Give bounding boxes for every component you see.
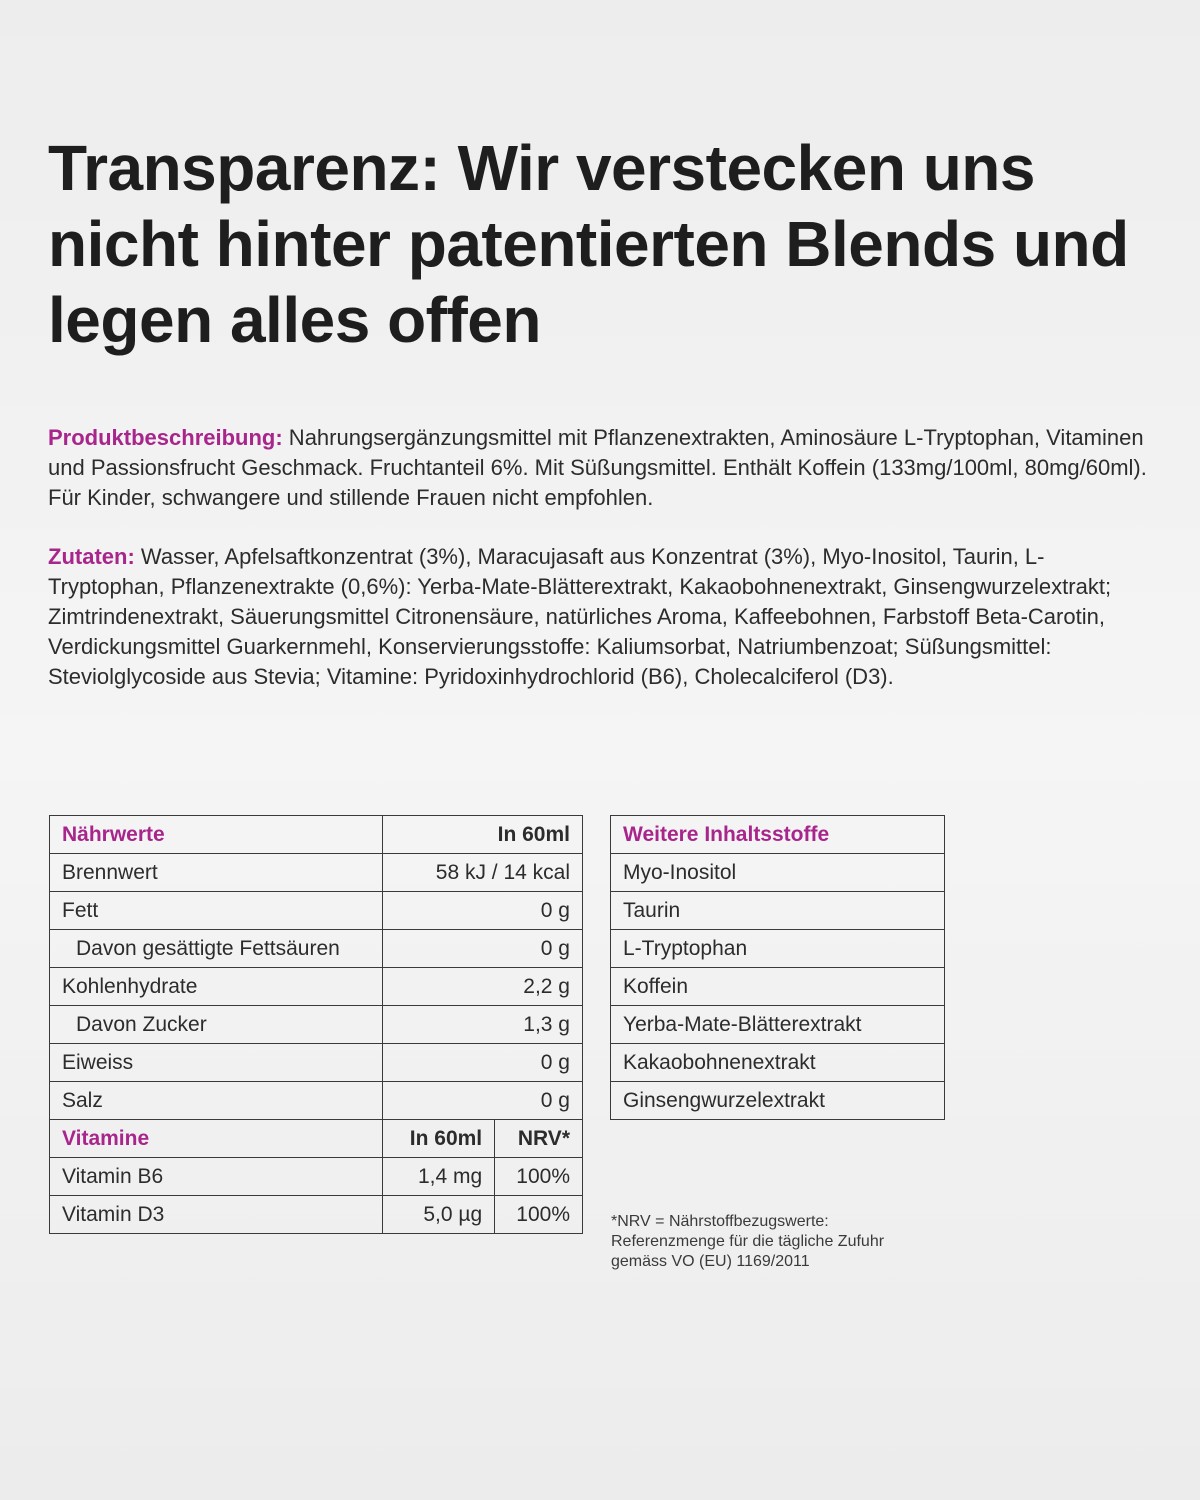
vitamin-nrv: 100% (495, 1158, 583, 1196)
table-row (611, 1044, 945, 1082)
table-row (611, 854, 945, 892)
footnote-line: *NRV = Nährstoffbezugswerte: (611, 1213, 829, 1230)
nutrient-value: 0 g (383, 930, 583, 968)
vitamins-header-row (50, 1120, 583, 1158)
ingredients-label: Zutaten: (48, 544, 135, 569)
extra-ingredients-table (610, 815, 945, 1120)
nutrition-header-row (50, 816, 583, 854)
vitamin-label: Vitamin B6 (50, 1158, 383, 1196)
nutrient-value: 0 g (383, 1044, 583, 1082)
product-description-label: Produktbeschreibung: (48, 425, 283, 450)
vitamin-amount: 1,4 mg (383, 1158, 495, 1196)
nutrient-value: 58 kJ / 14 kcal (383, 854, 583, 892)
table-row (611, 930, 945, 968)
table-row (50, 1082, 583, 1120)
table-row (611, 1082, 945, 1120)
nrv-footnote (611, 1212, 931, 1272)
nutrient-label: Fett (50, 892, 383, 930)
extra-item: Taurin (611, 892, 945, 930)
ingredients (48, 542, 1158, 692)
table-row (50, 1158, 583, 1196)
table-row (50, 1196, 583, 1234)
product-description (48, 423, 1158, 513)
table-row (611, 892, 945, 930)
nutrition-header-amount: In 60ml (383, 816, 583, 854)
extra-header-row (611, 816, 945, 854)
table-row (50, 930, 583, 968)
table-row (50, 854, 583, 892)
product-description-text: Nahrungsergänzungsmittel mit Pflanzenextrakten, Aminosäure L-Tryptophan, Vitaminen und Passionsfrucht Geschmack. Fruchtanteil 6%. Mit Süßungsmittel. Enthält Koffein (133mg/100ml, 80mg/60ml). Für Kinder, schwangere und stillende Frauen nicht empfohlen. (48, 425, 1147, 510)
nutrient-value: 2,2 g (383, 968, 583, 1006)
nutrient-label: Kohlenhydrate (50, 968, 383, 1006)
vitamin-label: Vitamin D3 (50, 1196, 383, 1234)
footnote-line: Referenzmenge für die tägliche Zufuhr (611, 1233, 885, 1250)
table-row (50, 968, 583, 1006)
vitamin-amount: 5,0 µg (383, 1196, 495, 1234)
extra-item: Yerba-Mate-Blätterextrakt (611, 1006, 945, 1044)
extra-item: L-Tryptophan (611, 930, 945, 968)
nutrient-value: 0 g (383, 1082, 583, 1120)
page-title: Transparenz: Wir verstecken uns nicht hinter patentierten Blends und legen alles offen (48, 132, 1129, 356)
extra-item: Kakaobohnenextrakt (611, 1044, 945, 1082)
extra-item: Myo-Inositol (611, 854, 945, 892)
table-row (50, 1006, 583, 1044)
nutrient-value: 1,3 g (383, 1006, 583, 1044)
nutrient-label: Salz (50, 1082, 383, 1120)
nutrient-label: Eiweiss (50, 1044, 383, 1082)
vitamins-header-label: Vitamine (50, 1120, 383, 1158)
extra-item: Ginsengwurzelextrakt (611, 1082, 945, 1120)
vitamins-header-nrv: NRV* (495, 1120, 583, 1158)
nutrition-table (49, 815, 583, 1234)
nutrient-label: Davon gesättigte Fettsäuren (50, 930, 383, 968)
nutrition-header-label: Nährwerte (50, 816, 383, 854)
extra-header-label: Weitere Inhaltsstoffe (611, 816, 945, 854)
table-row (611, 1006, 945, 1044)
extra-item: Koffein (611, 968, 945, 1006)
table-row (50, 892, 583, 930)
ingredients-text: Wasser, Apfelsaftkonzentrat (3%), Maracujasaft aus Konzentrat (3%), Myo-Inositol, Taurin, L-Tryptophan, Pflanzenextrakte (0,6%): Yerba-Mate-Blätterextrakt, Kakaobohnenextrakt, Ginsengwurzelextrakt; Zimtrindenextrakt, Säuerungsmittel Citronensäure, natürliches Aroma, Kaffeebohnen, Farbstoff Beta-Carotin, Verdickungsmittel Guarkernmehl, Konservierungsstoffe: Kaliumsorbat, Natriumbenzoat; Süßungsmittel: Steviolglycoside aus Stevia; Vitamine: Pyridoxinhydrochlorid (B6), Cholecalciferol (D3). (48, 544, 1112, 689)
nutrient-label: Davon Zucker (50, 1006, 383, 1044)
vitamins-header-amount: In 60ml (383, 1120, 495, 1158)
vitamin-nrv: 100% (495, 1196, 583, 1234)
footnote-line: gemäss VO (EU) 1169/2011 (611, 1253, 810, 1270)
table-row (611, 968, 945, 1006)
nutrient-label: Brennwert (50, 854, 383, 892)
nutrient-value: 0 g (383, 892, 583, 930)
table-row (50, 1044, 583, 1082)
